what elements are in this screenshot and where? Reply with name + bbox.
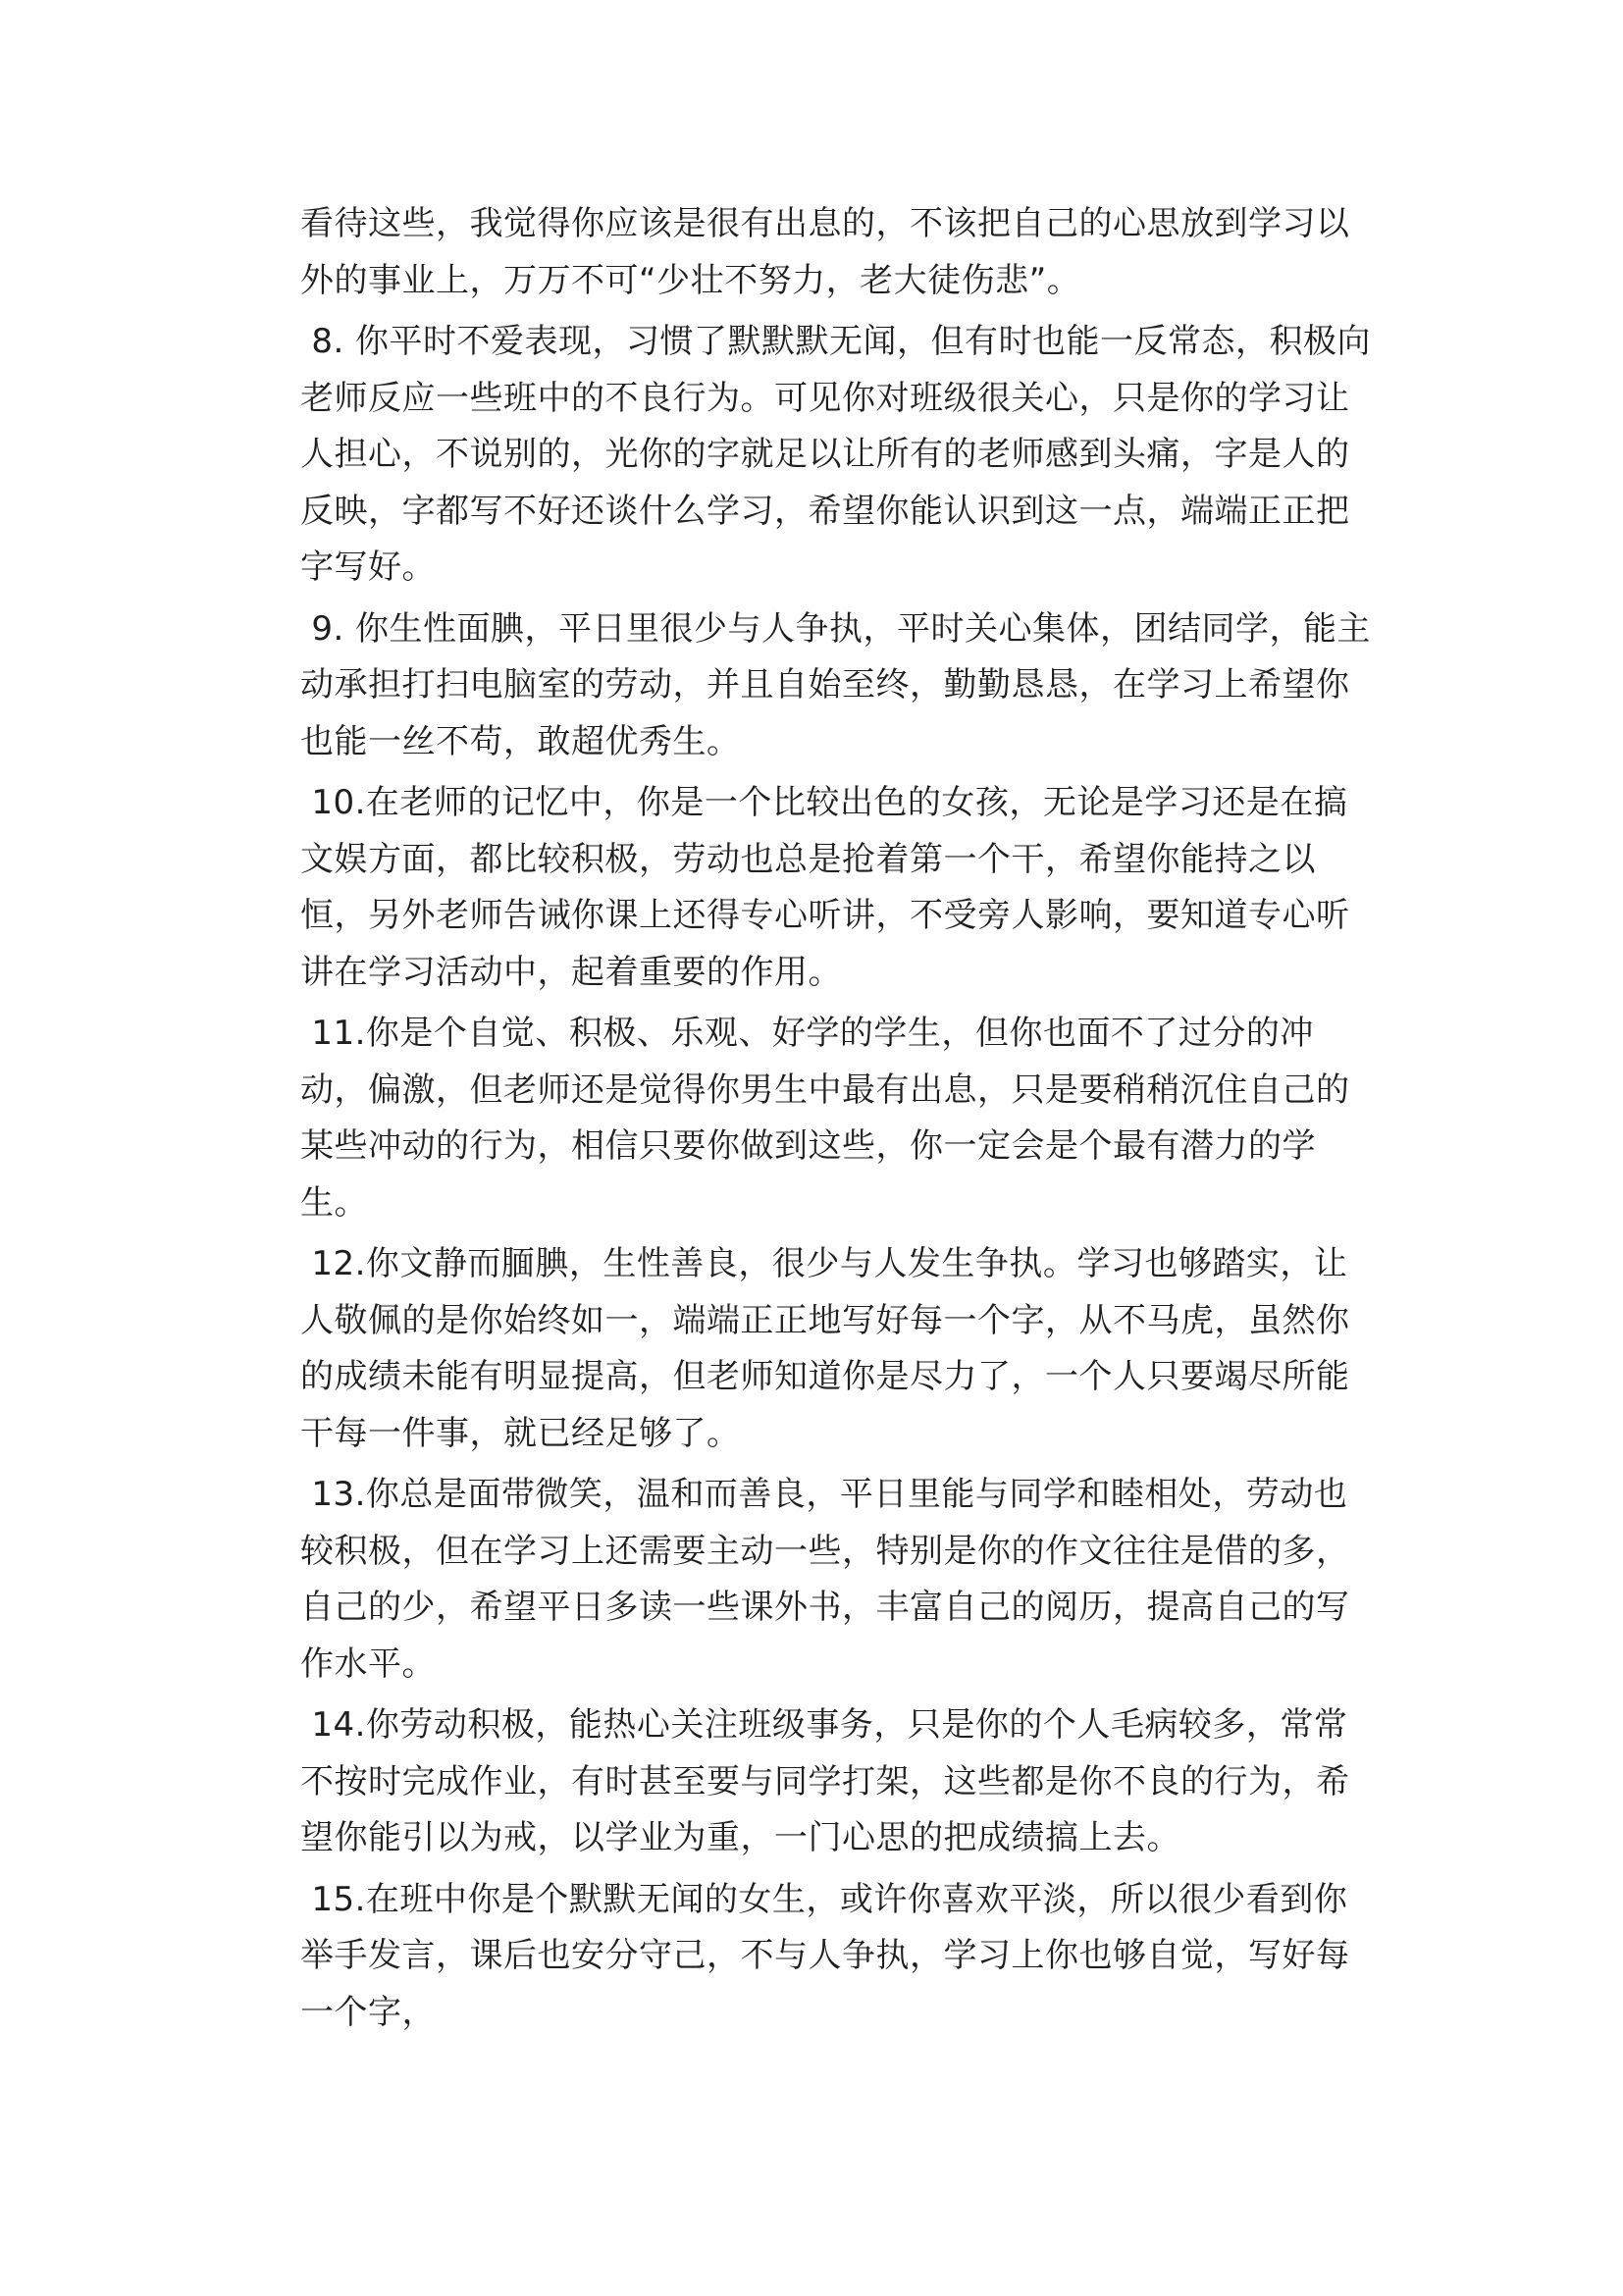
paragraph-item-13: 13.你总是面带微笑，温和而善良，平日里能与同学和睦相处，劳动也较积极，但在学习上还需要主动一些，特别是你的作文往往是借的多，自己的少，希望平日多读一些课外书，丰富自己的阅历，提高自己的写作水平。 xyxy=(300,1475,1350,1684)
paragraph-item-14: 14.你劳动积极，能热心关注班级事务，只是你的个人毛病较多，常常不按时完成作业，有时甚至要与同学打架，这些都是你不良的行为，希望你能引以为戒，以学业为重，一门心思的把成绩搞上去。 xyxy=(300,1705,1350,1857)
paragraph-item-8: 8. 你平时不爱表现，习惯了默默默无闻，但有时也能一反常态，积极向老师反应一些班中的不良行为。可见你对班级很关心，只是你的学习让人担心，不说别的，光你的字就足以让所有的老师感到头痛，字是人的反映，字都写不好还谈什么学习，希望你能认识到这一点，端端正正把字写好。 xyxy=(300,322,1372,587)
paragraph-item-12: 12.你文静而腼腆，生性善良，很少与人发生争执。学习也够踏实，让人敬佩的是你始终如一，端端正正地写好每一个字，从不马虎，虽然你的成绩未能有明显提高，但老师知道你是尽力了，一个人只要竭尽所能干每一件事，就已经足够了。 xyxy=(300,1244,1350,1453)
paragraph-item-15: 15.在班中你是个默默无闻的女生，或许你喜欢平淡，所以很少看到你举手发言，课后也安分守己，不与人争执，学习上你也够自觉，写好每一个字， xyxy=(300,1879,1350,2032)
document-page xyxy=(300,196,1378,2041)
paragraph-item-9: 9. 你生性面腆，平日里很少与人争执，平时关心集体，团结同学，能主动承担打扫电脑室的劳动，并且自始至终，勤勤恳恳，在学习上希望你也能一丝不苟，敢超优秀生。 xyxy=(300,608,1372,761)
paragraph-item-10: 10.在老师的记忆中，你是一个比较出色的女孩，无论是学习还是在搞文娱方面，都比较积极，劳动也总是抢着第一个干，希望你能持之以恒，另外老师告诫你课上还得专心听讲，不受旁人影响，要知道专心听讲在学习活动中，起着重要的作用。 xyxy=(300,783,1350,992)
paragraph-continuation: 看待这些，我觉得你应该是很有出息的，不该把自己的心思放到学习以外的事业上，万万不可“少壮不努力，老大徒伤悲”。 xyxy=(300,204,1350,300)
paragraph-item-11: 11.你是个自觉、积极、乐观、好学的学生，但你也面不了过分的冲动，偏激，但老师还是觉得你男生中最有出息，只是要稍稍沉住自己的某些冲动的行为，相信只要你做到这些，你一定会是个最有潜力的学生。 xyxy=(300,1014,1350,1223)
